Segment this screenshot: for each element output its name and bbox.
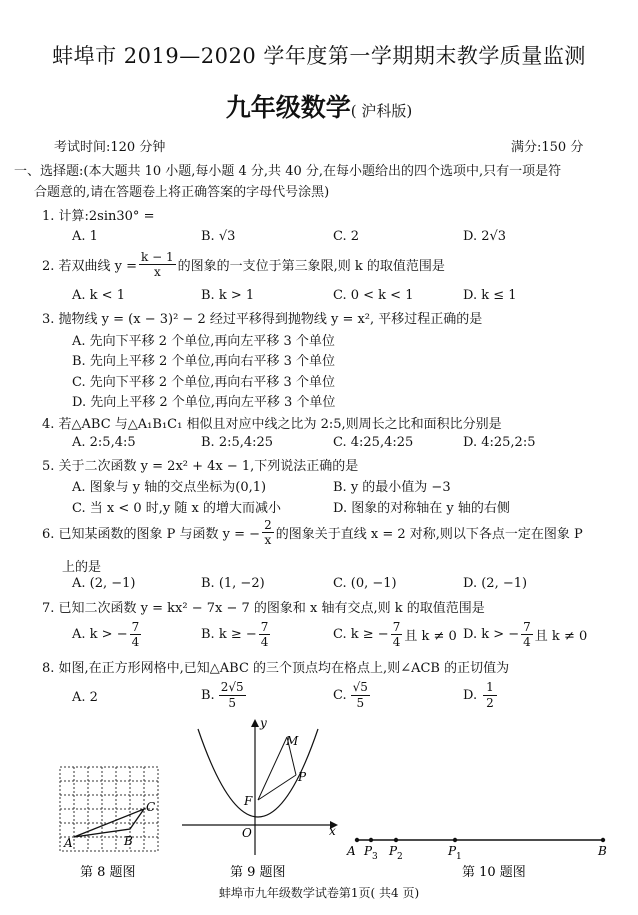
fig10-label-b: B [598, 844, 607, 858]
q8-stem: 8. 如图,在正方形网格中,已知△ABC 的三个顶点均在格点上,则∠ACB 的正切值为 [42, 661, 510, 676]
q6-stem-line2: 上的是 [62, 560, 102, 575]
fig9-label-p: P [298, 770, 307, 784]
q8-option-b [201, 680, 246, 711]
fig10-point-a [355, 838, 359, 842]
q7-b-text: B. k ≥ − [201, 627, 257, 642]
fig9-label-m: M [286, 734, 299, 748]
edition-label: ( 沪科版) [350, 102, 413, 120]
q3-option-a: A. 先向下平移 2 个单位,再向左平移 3 个单位 [72, 334, 335, 349]
q6-frac-den: x [264, 533, 272, 547]
q8-option-a: A. 2 [72, 690, 98, 705]
q8-d-den: 2 [486, 696, 494, 710]
fig10-label-p2-sub: 2 [397, 852, 403, 862]
q3-option-b: B. 先向上平移 2 个单位,再向右平移 3 个单位 [72, 354, 336, 369]
fig10-label-a: A [347, 844, 356, 858]
q1-option-b: B. √3 [201, 229, 236, 244]
q4-option-a: A. 2:5,4:5 [72, 435, 136, 450]
fig8-caption: 第 8 题图 [80, 865, 136, 880]
q6-option-c: C. (0, −1) [333, 576, 397, 591]
fig9-caption: 第 9 题图 [230, 865, 286, 880]
q5-option-c: C. 当 x < 0 时,y 随 x 的增大而减小 [72, 501, 281, 516]
q1-option-c: C. 2 [333, 229, 360, 244]
q4-option-c: C. 4:25,4:25 [333, 435, 414, 450]
q7-d-fraction [521, 620, 533, 649]
q7-d-text: D. k > − [463, 627, 520, 642]
q8-b-num: 2√5 [220, 680, 244, 694]
exam-time: 考试时间:120 分钟 [54, 140, 166, 155]
q5-option-b: B. y 的最小值为 −3 [333, 480, 451, 495]
q7-d-num: 7 [523, 620, 531, 634]
q7-b-num: 7 [260, 620, 269, 634]
q7-a-num: 7 [131, 620, 140, 634]
section-intro-line1: 一、选择题:(本大题共 10 小题,每小题 4 分,共 40 分,在每小题给出的四个选项中,只有一项是符 [14, 164, 562, 179]
q7-a-fraction [130, 620, 142, 649]
q7-b-fraction [259, 620, 271, 649]
q7-a-text: A. k > − [72, 627, 128, 642]
fig10-label-p1: P [448, 844, 457, 858]
section-intro-line2: 合题意的,请在答题卷上将正确答案的字母代号涂黑) [34, 185, 330, 200]
q7-b-den: 4 [260, 635, 269, 649]
q2-option-a: A. k < 1 [72, 288, 125, 303]
q6-fraction [262, 518, 274, 547]
q7-c-fraction [391, 620, 403, 649]
q8-option-d [463, 680, 497, 711]
fig10-label-p3-sub: 3 [372, 852, 378, 862]
q8-option-c [333, 680, 370, 711]
q2-stem-post: 的图象的一支位于第三象限,则 k 的取值范围是 [177, 259, 445, 274]
page-footer: 蚌埠市九年级数学试卷第1页( 共4 页) [218, 886, 420, 900]
q8-c-num: √5 [352, 680, 368, 694]
fig10-label-p2: P [389, 844, 398, 858]
q7-d-den: 4 [523, 635, 531, 649]
q2-stem-pre: 2. 若双曲线 y = [42, 259, 138, 274]
q4-option-d: D. 4:25,2:5 [463, 435, 536, 450]
q8-c-fraction [351, 680, 370, 711]
q6-option-d: D. (2, −1) [463, 576, 528, 591]
q2-option-b: B. k > 1 [201, 288, 255, 303]
q2-option-d: D. k ≤ 1 [463, 288, 517, 303]
fig10-point-p3 [369, 838, 373, 842]
q2-frac-den: x [153, 265, 161, 279]
fig9-label-x: x [329, 824, 336, 838]
q8-b-text: B. [201, 688, 215, 703]
q8-b-den: 5 [228, 696, 236, 710]
q4-stem: 4. 若△ABC 与△A₁B₁C₁ 相似且对应中线之比为 2:5,则周长之比和面积比分别是 [42, 417, 502, 432]
fig10-label-p3: P [364, 844, 373, 858]
exam-score: 满分:150 分 [511, 140, 584, 155]
q5-option-a: A. 图象与 y 轴的交点坐标为(0,1) [72, 480, 267, 495]
q6-stem-post: 的图象关于直线 x = 2 对称,则以下各点一定在图象 P [275, 527, 583, 542]
q8-b-fraction [219, 680, 246, 711]
q8-d-fraction [483, 680, 497, 711]
q8-d-num: 1 [483, 680, 497, 696]
q7-option-d [463, 620, 587, 649]
q6-stem [42, 518, 583, 547]
fig10-label-p1-sub: 1 [456, 852, 462, 862]
q4-option-b: B. 2:5,4:25 [201, 435, 274, 450]
q6-option-a: A. (2, −1) [72, 576, 136, 591]
fig8-label-a: A [64, 836, 73, 850]
q1-option-a: A. 1 [72, 229, 98, 244]
q2-stem [42, 250, 445, 279]
q7-c-num: 7 [392, 620, 401, 634]
q8-c-den: 5 [356, 696, 365, 710]
q7-option-a [72, 620, 141, 649]
exam-title: 蚌埠市 2019—2020 学年度第一学期期末教学质量监测 [52, 44, 586, 68]
q6-stem-pre: 6. 已知某函数的图象 P 与函数 y = − [42, 527, 261, 542]
figures-area [0, 715, 638, 885]
q7-d-post: 且 k ≠ 0 [534, 629, 588, 644]
q6-frac-num: 2 [264, 518, 272, 532]
q2-fraction [139, 250, 176, 279]
q8-c-text: C. [333, 688, 347, 703]
subject-title: 九年级数学 [225, 93, 351, 122]
q1-option-d: D. 2√3 [463, 229, 507, 244]
q7-stem: 7. 已知二次函数 y = kx² − 7x − 7 的图象和 x 轴有交点,则 k 的取值范围是 [42, 601, 485, 616]
q2-frac-num: k − 1 [141, 250, 174, 264]
q3-option-c: C. 先向下平移 2 个单位,再向右平移 3 个单位 [72, 375, 335, 390]
q8-d-text: D. [463, 688, 478, 703]
fig8-label-c: C [146, 800, 156, 814]
fig10-point-p2 [394, 838, 398, 842]
q7-option-c [333, 620, 457, 649]
q6-option-b: B. (1, −2) [201, 576, 265, 591]
q7-a-den: 4 [131, 635, 140, 649]
q7-c-den: 4 [392, 635, 401, 649]
q1-stem: 1. 计算:2sin30° = [42, 209, 155, 224]
fig9-label-o: O [242, 826, 252, 840]
q7-c-text: C. k ≥ − [333, 627, 389, 642]
fig10-point-b [601, 838, 605, 842]
q2-option-c: C. 0 < k < 1 [333, 288, 414, 303]
q3-stem: 3. 抛物线 y = (x − 3)² − 2 经过平移得到抛物线 y = x², 平移过程正确的是 [42, 312, 483, 327]
fig9-label-f: F [244, 794, 253, 808]
q3-option-d: D. 先向上平移 2 个单位,再向左平移 3 个单位 [72, 395, 336, 410]
fig10-point-p1 [453, 838, 457, 842]
exam-subtitle [0, 88, 638, 124]
q7-c-post: 且 k ≠ 0 [404, 629, 457, 644]
fig10-caption: 第 10 题图 [462, 865, 526, 880]
fig9-label-y: y [260, 716, 267, 730]
q5-option-d: D. 图象的对称轴在 y 轴的右侧 [333, 501, 510, 516]
q7-option-b [201, 620, 270, 649]
fig8-label-b: B [124, 834, 133, 848]
q5-stem: 5. 关于二次函数 y = 2x² + 4x − 1,下列说法正确的是 [42, 459, 359, 474]
